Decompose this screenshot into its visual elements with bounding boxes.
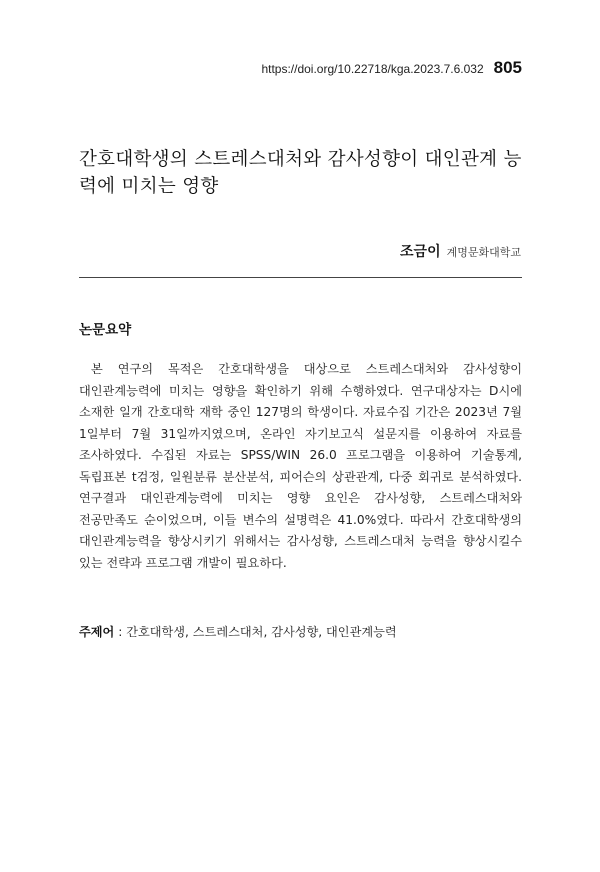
page-header [261, 58, 522, 78]
author-name: 조금이 [400, 244, 441, 260]
abstract-body: 본 연구의 목적은 간호대학생을 대상으로 스트레스대처와 감사성향이 대인관계능력에 미치는 영향을 확인하기 위해 수행하였다. 연구대상자는 D시에 소재한 일개 간호대학 재학 중인 127명의 학생이다. 자료수집 기간은 2023년 7월 1일부터 7월 31일까지였으며, 온라인 자기보고식 설문지를 이용하여 자료를 조사하였다. 수집된 자료는 SPSS/WIN 26.0 프로그램을 이용하여 기술통계, 독립표본 t검정, 일원분류 분산분석, 피어슨의 상관관계, 다중 회귀로 분석하였다. 연구결과 대인관계능력에 미치는 영향 요인은 감사성향, 스트레스대처와 전공만족도 순이었으며, 이들 변수의 설명력은 41.0%였다. 따라서 간호대학생의 대인관계능력을 향상시키기 위해서는 감사성향, 스트레스대처 능력을 향상시킬수 있는 전략과 프로그램 개발이 필요하다. [79, 362, 522, 570]
article-title: 간호대학생의 스트레스대처와 감사성향이 대인관계 능력에 미치는 영향 [79, 149, 522, 197]
author-line [400, 241, 521, 261]
keywords-line [79, 623, 522, 640]
abstract-heading: 논문요약 [79, 322, 132, 338]
title-divider [79, 277, 522, 278]
keywords-label: 주제어 [79, 625, 115, 639]
keywords-separator: : [114, 625, 127, 639]
author-affiliation: 계명문화대학교 [446, 246, 521, 259]
keywords-values: 간호대학생, 스트레스대처, 감사성향, 대인관계능력 [126, 625, 397, 639]
doi-link[interactable]: https://doi.org/10.22718/kga.2023.7.6.032 [261, 62, 484, 76]
page-number: 805 [493, 58, 522, 77]
